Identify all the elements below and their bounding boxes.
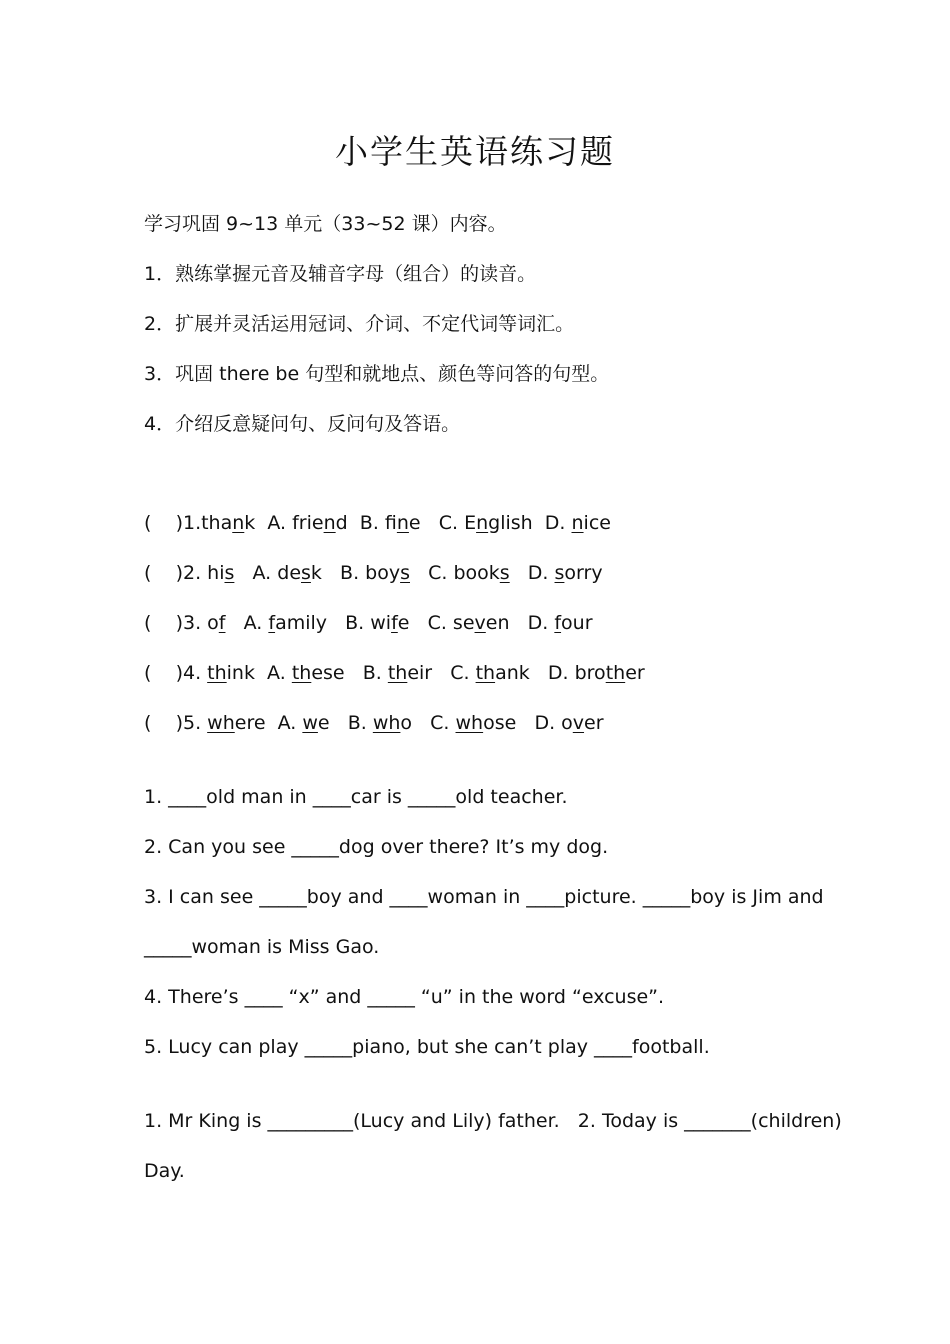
question-text: amily B. wi xyxy=(275,612,392,634)
underlined-letters: f xyxy=(218,612,226,634)
question-text: e B. xyxy=(317,712,373,734)
question-text: A. de xyxy=(234,562,302,584)
question-text: e C. E xyxy=(408,512,477,534)
underlined-letters: v xyxy=(572,712,585,734)
underlined-letters: s xyxy=(499,562,510,584)
question-text: ese B. xyxy=(311,662,388,684)
objective-3: 3．巩固 there be 句型和就地点、颜色等问答的句型。 xyxy=(144,363,610,385)
question-text: o C. xyxy=(400,712,456,734)
underlined-letters: n xyxy=(571,512,584,534)
intro-text: 学习巩固 9~13 单元（33~52 课）内容。 xyxy=(144,213,507,235)
question-text: ( )5. xyxy=(144,712,208,734)
question-text: ( )1.tha xyxy=(144,512,233,534)
question-text: ink A. xyxy=(226,662,292,684)
fill-blank-3: 3. I can see _____boy and ____woman in ____picture. _____boy is Jim and xyxy=(144,886,824,908)
fill-blank-5: 5. Lucy can play _____piano, but she can’t play ____football. xyxy=(144,1036,710,1058)
underlined-letters: f xyxy=(554,612,562,634)
question-text: ank D. bro xyxy=(495,662,606,684)
underlined-letters: s xyxy=(301,562,311,584)
objective-1: 1．熟练掌握元音及辅音字母（组合）的读音。 xyxy=(144,263,537,285)
pronunciation-question-2 xyxy=(144,560,603,586)
underlined-letters: th xyxy=(605,662,626,684)
question-text: our xyxy=(561,612,593,634)
underlined-letters: th xyxy=(291,662,312,684)
underlined-letters: s xyxy=(400,562,410,584)
underlined-letters: s xyxy=(554,562,565,584)
fill-blank-2: 2. Can you see _____dog over there? It’s my dog. xyxy=(144,836,609,858)
underlined-letters: w xyxy=(302,712,318,734)
question-text: A. xyxy=(225,612,269,634)
underlined-letters: th xyxy=(475,662,496,684)
underlined-letters: th xyxy=(207,662,227,684)
underlined-letters: v xyxy=(474,612,486,634)
question-text: d B. fi xyxy=(335,512,397,534)
question-text: k B. boy xyxy=(310,562,401,584)
underlined-letters: n xyxy=(476,512,489,534)
underlined-letters: wh xyxy=(372,712,401,734)
question-text: ( )2. hi xyxy=(144,562,225,584)
question-text: en D. xyxy=(485,612,555,634)
word-form-1-cont: Day. xyxy=(144,1160,185,1182)
fill-blank-3-cont: _____woman is Miss Gao. xyxy=(144,936,380,958)
question-text: er xyxy=(584,712,604,734)
underlined-letters: wh xyxy=(207,712,235,734)
question-text: ose D. o xyxy=(483,712,573,734)
pronunciation-question-4 xyxy=(144,660,645,686)
question-text: ( )4. xyxy=(144,662,208,684)
question-text: er xyxy=(625,662,645,684)
question-text: eir C. xyxy=(407,662,476,684)
underlined-letters: th xyxy=(387,662,408,684)
underlined-letters: f xyxy=(268,612,276,634)
pronunciation-question-1 xyxy=(144,510,611,536)
question-text: orry xyxy=(564,562,603,584)
objective-2: 2．扩展并灵活运用冠词、介词、不定代词等词汇。 xyxy=(144,313,575,335)
pronunciation-question-3 xyxy=(144,610,593,636)
objective-4: 4．介绍反意疑问句、反问句及答语。 xyxy=(144,413,461,435)
question-text: e C. se xyxy=(397,612,475,634)
underlined-letters: n xyxy=(323,512,336,534)
question-text: ( )3. o xyxy=(144,612,219,634)
page-title: 小学生英语练习题 xyxy=(335,132,615,171)
pronunciation-question-5 xyxy=(144,710,604,736)
underlined-letters: s xyxy=(224,562,235,584)
question-text: ice xyxy=(583,512,611,534)
question-text: C. book xyxy=(410,562,500,584)
underlined-letters: f xyxy=(391,612,398,634)
underlined-letters: wh xyxy=(455,712,484,734)
fill-blank-4: 4. There’s ____ “x” and _____ “u” in the word “excuse”. xyxy=(144,986,665,1008)
fill-blank-1: 1. ____old man in ____car is _____old teacher. xyxy=(144,786,568,808)
question-text: glish D. xyxy=(488,512,572,534)
question-text: k A. frie xyxy=(244,512,324,534)
underlined-letters: n xyxy=(396,512,409,534)
underlined-letters: n xyxy=(232,512,245,534)
question-text: ere A. xyxy=(234,712,303,734)
question-text: D. xyxy=(509,562,555,584)
word-form-1: 1. Mr King is _________(Lucy and Lily) father. 2. Today is _______(children) xyxy=(144,1110,842,1132)
